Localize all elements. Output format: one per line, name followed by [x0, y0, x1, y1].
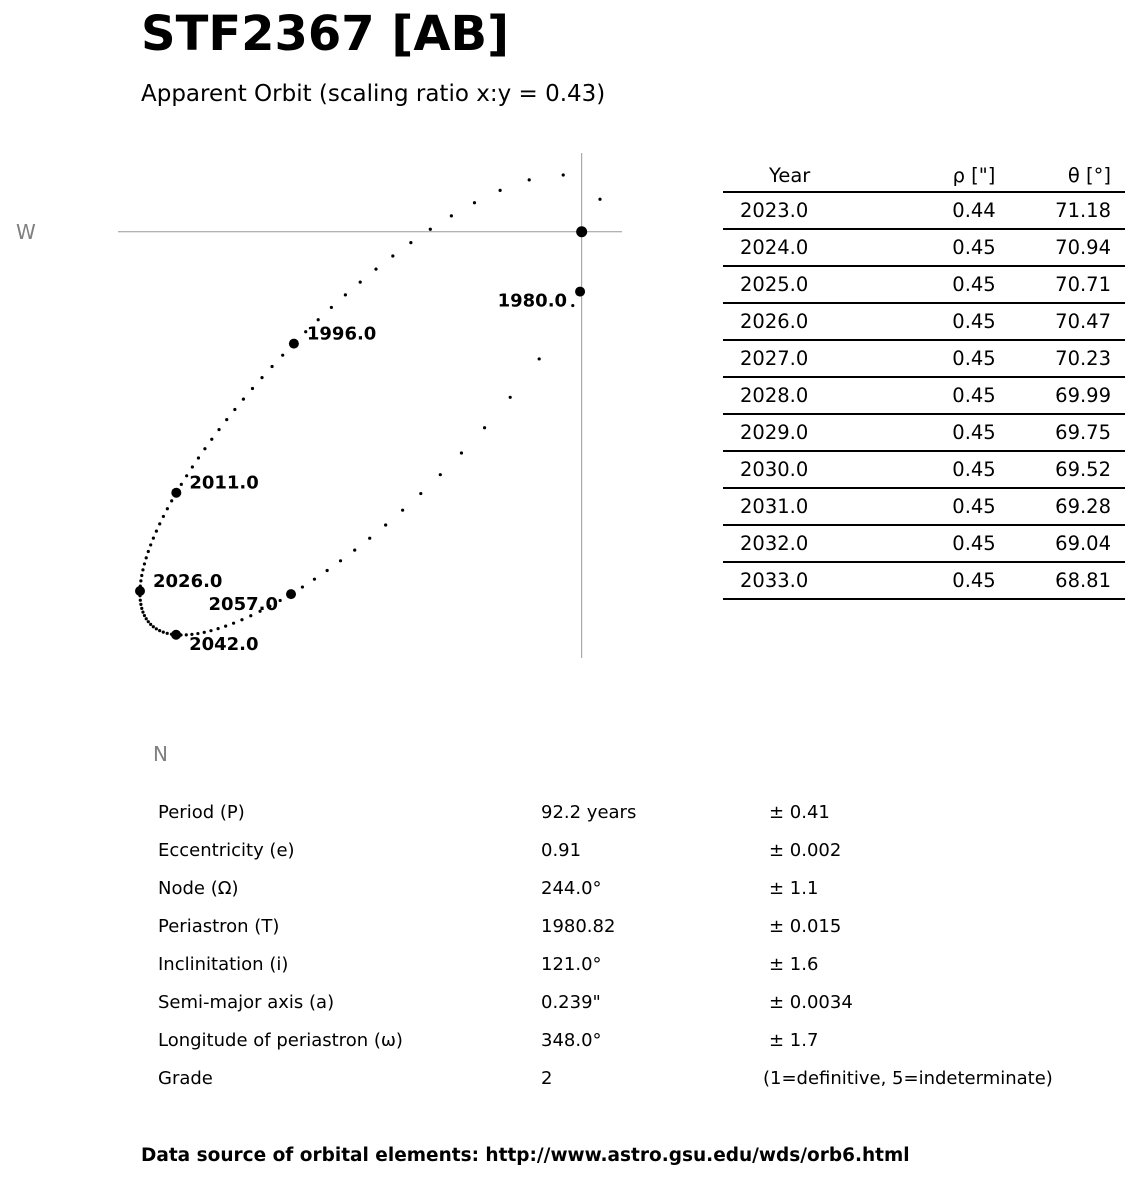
epoch-marker — [171, 630, 181, 640]
orbit-point — [217, 428, 220, 431]
element-error: (1=definitive, 5=indeterminate) — [763, 1068, 1053, 1089]
orbit-point — [225, 418, 228, 421]
orbit-point — [260, 376, 263, 379]
table-row — [723, 303, 1125, 340]
element-value: 0.91 — [541, 840, 582, 861]
orbit-point — [145, 617, 148, 620]
orbit-point — [429, 228, 432, 231]
orbit-point — [158, 629, 161, 632]
orbit-point — [141, 610, 144, 613]
list-item — [0, 1068, 1141, 1098]
ephemeris-rho: 0.45 — [909, 451, 1039, 488]
orbit-point — [203, 447, 206, 450]
west-direction-label: W — [16, 220, 36, 244]
ephemeris-year: 2024.0 — [723, 229, 909, 266]
epoch-label: 1996.0 — [306, 323, 377, 345]
orbit-point — [509, 396, 512, 399]
orbit-point — [185, 474, 188, 477]
element-error: ± 0.015 — [769, 916, 842, 937]
ephemeris-theta: 69.75 — [1039, 414, 1125, 451]
orbit-point — [409, 241, 412, 244]
table-row — [723, 266, 1125, 303]
ephemeris-theta: 70.71 — [1039, 266, 1125, 303]
table-row — [723, 414, 1125, 451]
table-row — [723, 192, 1125, 229]
orbit-point — [191, 465, 194, 468]
orbit-point — [166, 507, 169, 510]
orbit-point — [330, 306, 333, 309]
orbit-point — [155, 627, 158, 630]
orbit-point — [353, 548, 356, 551]
north-direction-label: N — [153, 742, 168, 766]
ephemeris-theta: 69.52 — [1039, 451, 1125, 488]
orbit-point — [162, 631, 165, 634]
orbit-point — [528, 178, 531, 181]
element-error: ± 0.002 — [769, 840, 842, 861]
element-value: 348.0° — [541, 1030, 602, 1051]
element-value: 92.2 years — [541, 802, 637, 823]
ephemeris-year: 2023.0 — [723, 192, 909, 229]
orbit-point — [210, 438, 213, 441]
orbit-point — [359, 281, 362, 284]
ephemeris-rho: 0.45 — [909, 377, 1039, 414]
orbit-point — [251, 387, 254, 390]
orbit-point — [313, 578, 316, 581]
ephemeris-year: 2027.0 — [723, 340, 909, 377]
page-title: STF2367 [AB] — [141, 6, 510, 62]
ephemeris-year: 2030.0 — [723, 451, 909, 488]
list-item — [0, 992, 1141, 1022]
table-row — [723, 525, 1125, 562]
ephemeris-year: 2026.0 — [723, 303, 909, 340]
element-name: Longitude of periastron (ω) — [158, 1030, 403, 1051]
orbit-point — [180, 483, 183, 486]
element-value: 244.0° — [541, 878, 602, 899]
orbit-point — [538, 357, 541, 360]
orbit-point — [562, 173, 565, 176]
epoch-marker — [575, 287, 585, 297]
epoch-marker — [135, 586, 145, 596]
element-name: Periastron (T) — [158, 916, 280, 937]
orbit-point — [197, 456, 200, 459]
orbit-point — [224, 625, 227, 628]
table-row — [723, 451, 1125, 488]
orbit-point — [374, 268, 377, 271]
ephemeris-table — [723, 160, 1125, 600]
element-value: 121.0° — [541, 954, 602, 975]
element-name: Semi-major axis (a) — [158, 992, 335, 1013]
orbit-point — [571, 304, 574, 307]
orbit-point — [147, 550, 150, 553]
list-item — [0, 840, 1141, 870]
ephemeris-theta: 69.99 — [1039, 377, 1125, 414]
orbit-point — [344, 293, 347, 296]
orbit-point — [152, 625, 155, 628]
primary-star-marker — [576, 226, 587, 237]
ephemeris-theta: 69.04 — [1039, 525, 1125, 562]
orbit-point — [209, 629, 212, 632]
ephemeris-header-rho: ρ ["] — [909, 160, 1039, 192]
list-item — [0, 954, 1141, 984]
list-item — [0, 1030, 1141, 1060]
orbit-point — [242, 398, 245, 401]
orbit-point — [149, 623, 152, 626]
ephemeris-header-row — [723, 160, 1125, 192]
ephemeris-header-year: Year — [723, 160, 909, 192]
ephemeris-theta: 69.28 — [1039, 488, 1125, 525]
element-error: ± 0.0034 — [769, 992, 853, 1013]
element-name: Period (P) — [158, 802, 245, 823]
orbit-point — [166, 632, 169, 635]
orbit-point — [368, 537, 371, 540]
orbit-point — [152, 537, 155, 540]
ephemeris-rho: 0.45 — [909, 414, 1039, 451]
orbit-point — [170, 499, 173, 502]
orbit-point — [143, 614, 146, 617]
element-value: 2 — [541, 1068, 553, 1089]
orbit-point — [162, 515, 165, 518]
table-row — [723, 229, 1125, 266]
epoch-marker — [286, 589, 296, 599]
ephemeris-year: 2029.0 — [723, 414, 909, 451]
orbit-point — [217, 627, 220, 630]
ephemeris-rho: 0.45 — [909, 303, 1039, 340]
orbit-point — [145, 556, 148, 559]
orbit-point — [140, 574, 143, 577]
orbit-point — [384, 523, 387, 526]
element-name: Node (Ω) — [158, 878, 239, 899]
element-error: ± 0.41 — [769, 802, 830, 823]
orbit-point — [419, 492, 422, 495]
table-row — [723, 340, 1125, 377]
orbit-point — [483, 426, 486, 429]
orbit-point — [149, 543, 152, 546]
element-error: ± 1.6 — [769, 954, 819, 975]
orbit-point — [391, 254, 394, 257]
ephemeris-theta: 70.94 — [1039, 229, 1125, 266]
ephemeris-year: 2028.0 — [723, 377, 909, 414]
data-source-footer: Data source of orbital elements: http://www.astro.gsu.edu/wds/orb6.html — [141, 1145, 910, 1166]
epoch-label: 2011.0 — [189, 472, 259, 494]
ephemeris-year: 2031.0 — [723, 488, 909, 525]
ephemeris-year: 2025.0 — [723, 266, 909, 303]
ephemeris-rho: 0.45 — [909, 488, 1039, 525]
orbit-point — [240, 618, 243, 621]
ephemeris-year: 2033.0 — [723, 562, 909, 599]
orbit-point — [279, 599, 282, 602]
ephemeris-rho: 0.45 — [909, 229, 1039, 266]
orbit-point — [499, 189, 502, 192]
list-item — [0, 802, 1141, 832]
orbit-point — [232, 622, 235, 625]
ephemeris-rho: 0.44 — [909, 192, 1039, 229]
orbit-point — [158, 522, 161, 525]
table-row — [723, 562, 1125, 599]
epoch-marker — [171, 488, 181, 498]
orbit-point — [139, 599, 142, 602]
element-name: Grade — [158, 1068, 213, 1089]
orbit-point — [326, 569, 329, 572]
orbit-point — [439, 473, 442, 476]
orbit-point — [473, 201, 476, 204]
orbit-point — [598, 198, 601, 201]
orbit-point — [155, 530, 158, 533]
orbit-point — [141, 568, 144, 571]
orbit-point — [139, 603, 142, 606]
chart-subtitle: Apparent Orbit (scaling ratio x:y = 0.43) — [141, 81, 606, 107]
element-error: ± 1.7 — [769, 1030, 819, 1051]
orbit-point — [460, 451, 463, 454]
orbit-point — [317, 318, 320, 321]
orbit-point — [281, 354, 284, 357]
epoch-label: 2042.0 — [189, 633, 259, 655]
epoch-label: 2057.0 — [208, 594, 279, 616]
element-value: 0.239" — [541, 992, 601, 1013]
ephemeris-year: 2032.0 — [723, 525, 909, 562]
epoch-marker — [289, 339, 299, 349]
table-row — [723, 488, 1125, 525]
orbit-point — [140, 607, 143, 610]
orbit-point — [143, 562, 146, 565]
element-error: ± 1.1 — [769, 878, 819, 899]
element-value: 1980.82 — [541, 916, 616, 937]
orbit-point — [450, 214, 453, 217]
orbit-point — [339, 559, 342, 562]
list-item — [0, 878, 1141, 908]
element-name: Inclinitation (i) — [158, 954, 289, 975]
ephemeris-rho: 0.45 — [909, 266, 1039, 303]
ephemeris-theta: 68.81 — [1039, 562, 1125, 599]
table-row — [723, 377, 1125, 414]
ephemeris-theta: 70.23 — [1039, 340, 1125, 377]
ephemeris-theta: 70.47 — [1039, 303, 1125, 340]
epoch-label: 2026.0 — [153, 571, 223, 593]
epoch-label: 1980.0 — [497, 290, 568, 312]
ephemeris-rho: 0.45 — [909, 562, 1039, 599]
orbit-point — [147, 620, 150, 623]
ephemeris-rho: 0.45 — [909, 340, 1039, 377]
orbit-point — [301, 585, 304, 588]
ephemeris-theta: 71.18 — [1039, 192, 1125, 229]
orbit-point — [139, 579, 142, 582]
orbit-point — [401, 509, 404, 512]
ephemeris-header-theta: θ [°] — [1039, 160, 1125, 192]
ephemeris-rho: 0.45 — [909, 525, 1039, 562]
element-name: Eccentricity (e) — [158, 840, 295, 861]
orbit-point — [185, 633, 188, 636]
orbit-point — [270, 365, 273, 368]
orbit-point — [233, 408, 236, 411]
list-item — [0, 916, 1141, 946]
